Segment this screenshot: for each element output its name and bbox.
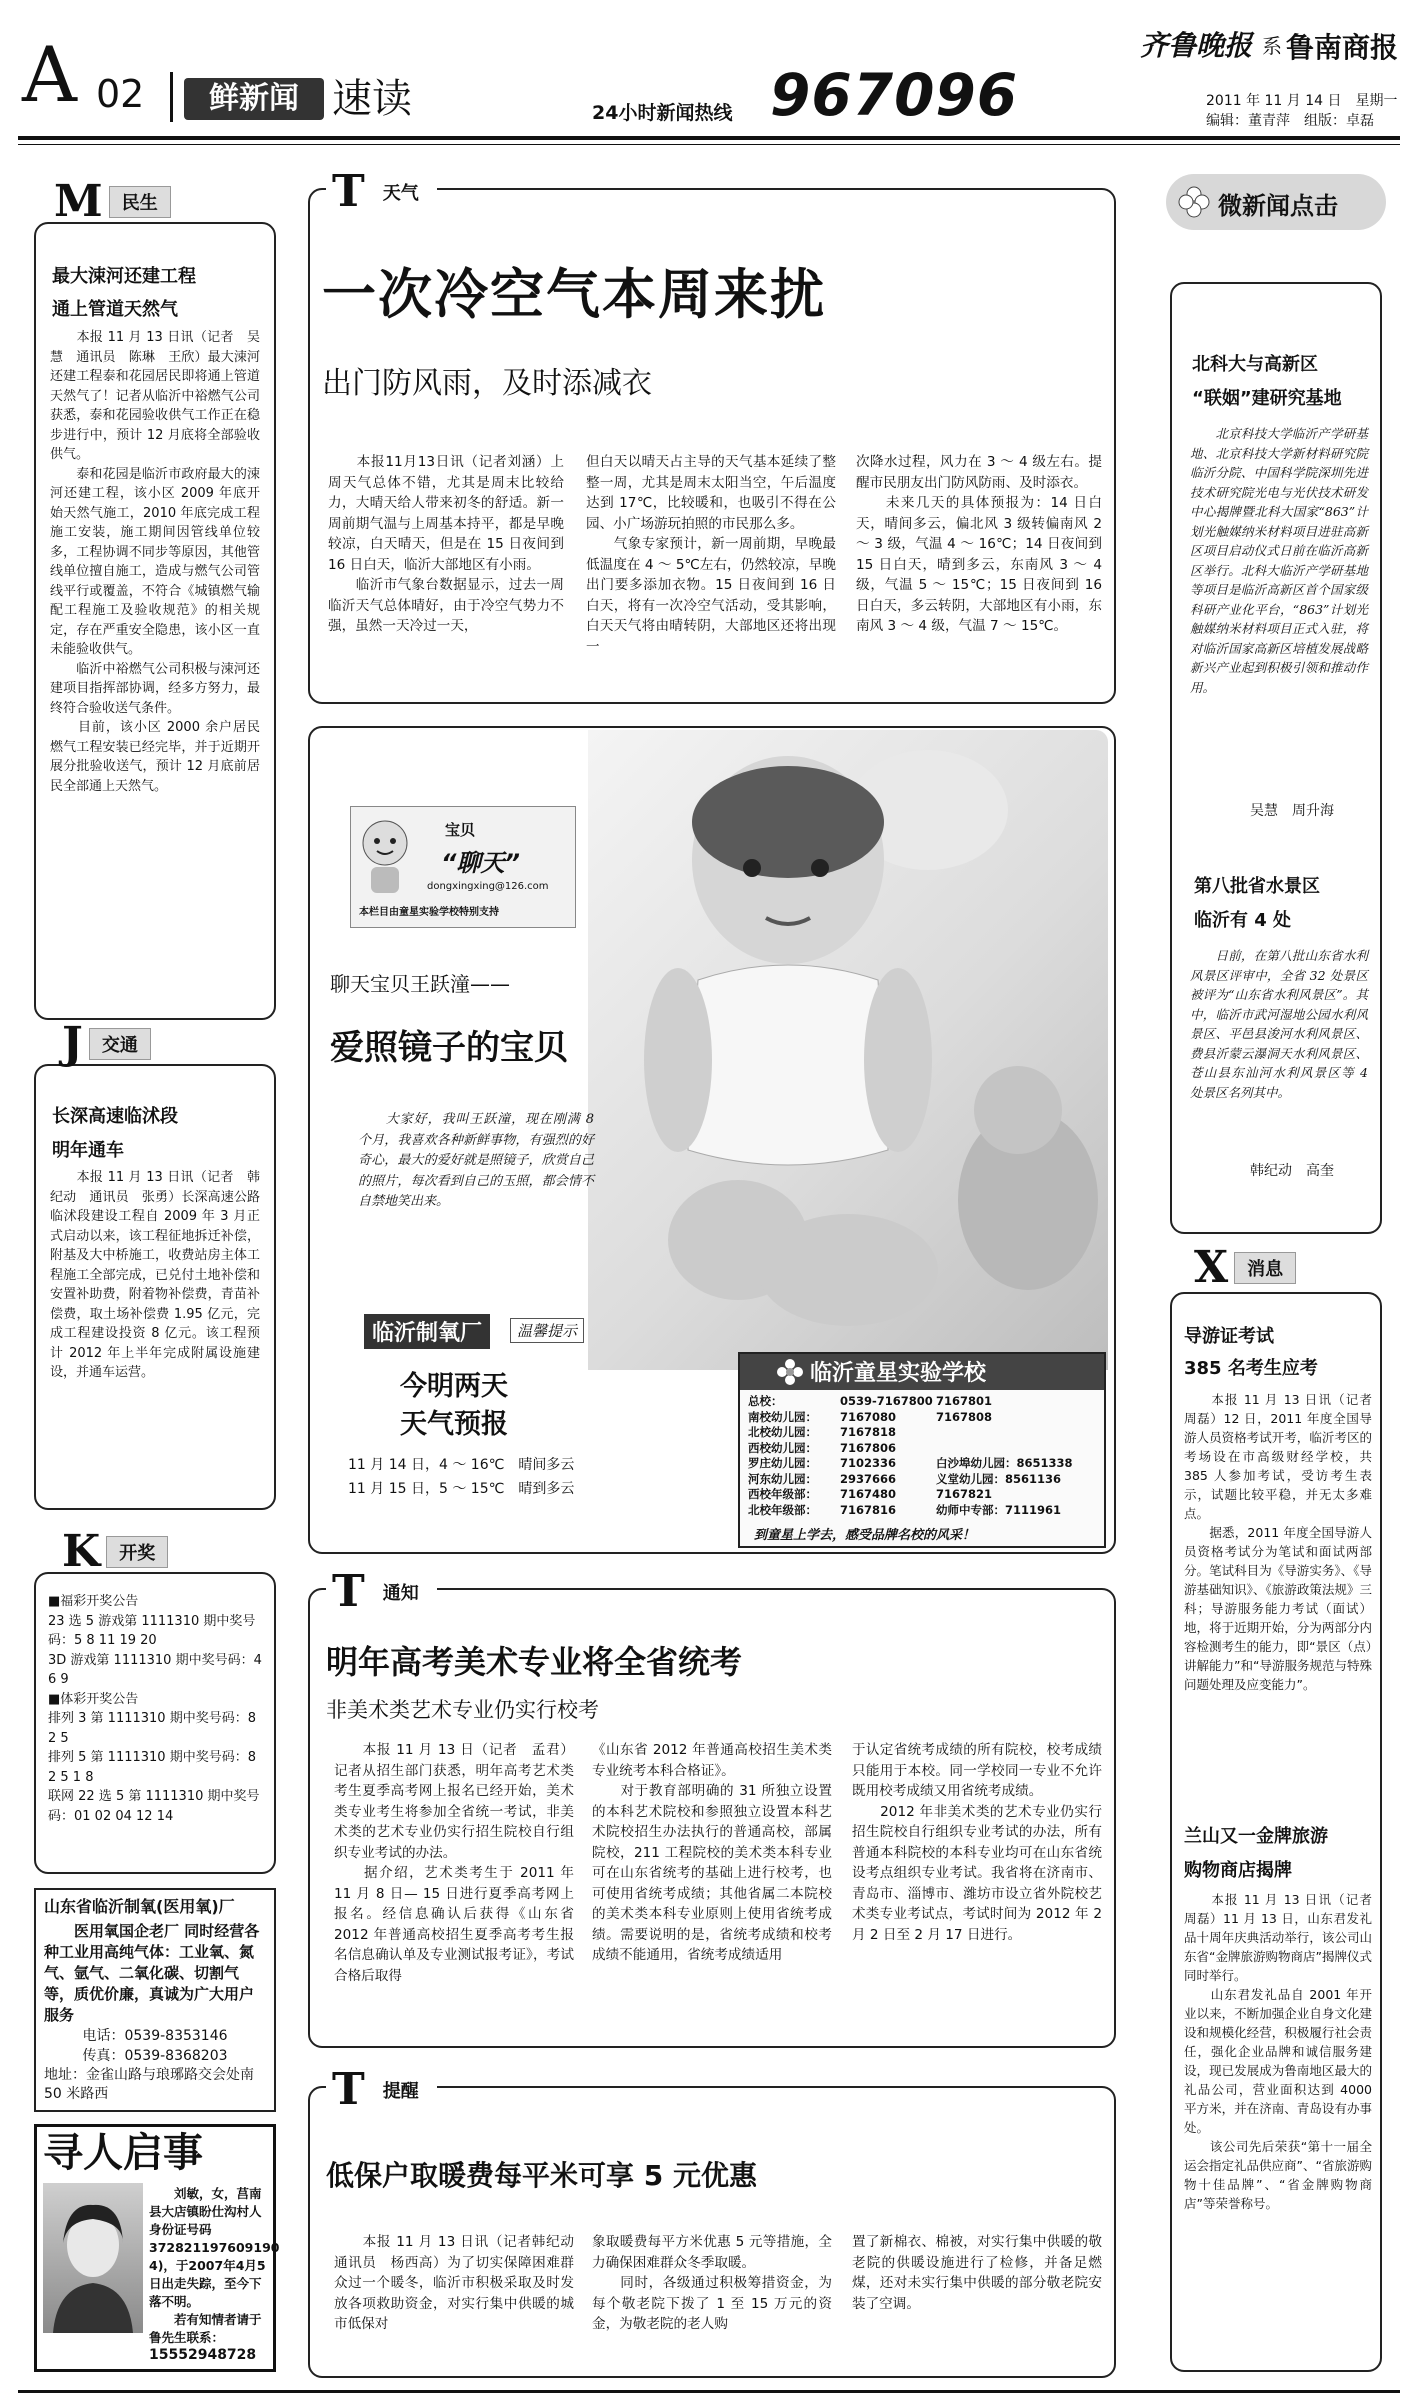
weather-col-2: [586, 452, 836, 657]
baby-photo: [588, 730, 1108, 1370]
ad-oxygen-body: 医用氧国企老厂 同时经营各种工业用高纯气体：工业氧、氮气、氩气、二氧化碳、切割气等，质优价廉，真诚为广大用户服务: [44, 1922, 260, 2024]
xiaoxi-n1-text: 本报 11 月 13 日讯（记者 周磊）12 日，2011 年度全国导游人员资格考试开考，临沂考区的考场设在市高级财经学校，共 385 人参加考试，受访考生表示，试题比较平稳，并无太多难点。 据悉，2011 年度全国导游人员资格考试分为笔试和面试两部分。笔试科目为《导游实务》、《导游基础知识》、《旅游政策法规》三科；导游服务能力考试（面试）地，将于近期开始，分为两部分内容检测考生的能力，即“景区（点）讲解能力”和“导游服务规范与特殊问题处理及应变能力”。: [1184, 1392, 1372, 1692]
notice-letter: T: [332, 1566, 365, 1617]
reminder-text-3: 置了新棉衣、棉被，对实行集中供暖的敬老院的供暖设施进行了检修，并备足燃煤，还对未实行集中供暖的部分敬老院安装了空调。: [852, 2234, 1102, 2312]
baby-title: 爱照镜子的宝贝: [330, 1028, 568, 1068]
brand-qilu: 齐鲁晚报: [1140, 29, 1253, 62]
reminder-headline: 低保户取暖费每平米可享 5 元优惠: [326, 2159, 757, 2192]
xiaoxi-tag: [1194, 1242, 1296, 1293]
masthead-rule: [18, 136, 1400, 140]
school-contact-cell: 北校年级部：: [748, 1502, 817, 1517]
editor-line: 编辑：董青萍 组版：卓磊: [1206, 113, 1374, 129]
weibo-n1-byline: 吴慧 周升海: [1250, 803, 1334, 819]
brand-lunan: 鲁南商报: [1286, 31, 1399, 64]
school-contact-cell: 7167480: [840, 1487, 897, 1501]
xiaoxi-n1-body: [1184, 1390, 1372, 1694]
notice-subhead: 非美术类艺术专业仍实行校考: [326, 1698, 599, 1722]
minsheng-title-2: 通上管道天然气: [52, 299, 178, 320]
school-contact-cell: [936, 1425, 1100, 1441]
jiaotong-body: [50, 1168, 260, 1383]
jiaotong-letter: J: [62, 1018, 83, 1069]
xiaoxi-n2-text: 本报 11 月 13 日讯（记者 周磊）11 月 13 日，山东君发礼品十周年庆典活动举行，该公司山东省“金牌旅游购物商店”揭牌仪式同时举行。 山东君发礼品自 2001 年开业以来，不断加强企业自身文化建设和规模化经营，积极履行社会责任，强化企业品牌和诚信服务建设，现已发展成为鲁南地区最大的礼品公司，营业面积达到 4000 平方米，并在济南、青岛设有办事处。 该公司先后荣获“第十一届全运会指定礼品供应商”、“省旅游购物十佳品牌”、“省金牌购物商店”等荣誉称号。: [1184, 1892, 1372, 2211]
portrait-photo: [43, 2183, 143, 2333]
sponsor-name: 临沂制氧厂: [364, 1314, 490, 1349]
xiaoxi-n2-title-1: 兰山又一金牌旅游: [1184, 1826, 1328, 1847]
school-slogan: 到童星上学去，感受品牌名校的风采！: [754, 1528, 976, 1543]
notice-col-1: [334, 1740, 574, 1986]
school-contact-cell: 7167080: [840, 1409, 897, 1424]
weather-col-3: [856, 452, 1102, 637]
forecast-row-2: 11 月 15 日，5 ～ 15℃ 晴到多云: [348, 1481, 575, 1497]
school-contact-cell: 0539-7167800: [840, 1394, 933, 1408]
school-contact-cell: 罗庄幼儿园：: [748, 1456, 817, 1470]
reminder-text-1: 本报 11 月 13 日讯（记者韩纪动 通讯员 杨西高）为了切实保障困难群众过一个暖冬，临沂市积极采取及时发放各项救助资金，对实行集中供暖的城市低保对: [334, 2234, 588, 2332]
school-contact-row: [748, 1410, 1100, 1426]
school-contact-cell: 西校年级部：: [748, 1487, 817, 1501]
weibo-n2-title-2: 临沂有 4 处: [1194, 910, 1292, 931]
xiaoxi-n2-body: [1184, 1890, 1372, 2213]
ad-oxygen-fax: 传真：0539-8368203: [82, 2048, 228, 2064]
section-badge: 鲜新闻: [184, 78, 324, 120]
jiaotong-title-1: 长深高速临沭段: [52, 1106, 178, 1127]
brand-sep: 系: [1262, 34, 1282, 58]
school-contact-cell: 7102336: [840, 1456, 897, 1470]
minsheng-title-1: 最大涑河还建工程: [52, 266, 196, 287]
weather-forecast-box: [344, 1300, 600, 1510]
weather-col-1: [328, 452, 564, 637]
forecast-title-2: 天气预报: [400, 1409, 508, 1440]
school-contact-cell: 西校幼儿园：: [748, 1440, 817, 1455]
weibo-n2-text: 日前，在第八批山东省水利风景区评审中，全省 32 处景区被评为“山东省水利风景区”。其中，临沂市武河湿地公园水利风景区、平邑县浚河水利风景区、费县沂蒙云瀑洞天水利风景区、苍山县东汕河水利风景区等 4 处景区名列其中。: [1190, 948, 1368, 1100]
xiaoxi-n1-title-2: 385 名考生应考: [1184, 1358, 1318, 1379]
school-contact-cell: 2937666: [840, 1471, 897, 1486]
notice-text-2: 《山东省 2012 年普通高校招生美术类专业统考本科合格证》。 对于教育部明确的 31 所独立设置的本科艺术院校和参照独立设置本科艺术院校招生办法执行的普通高校，部属院校，211 工程院校的美术类本科专业可在山东省统考的基础上进行校考，也可使用省统考成绩；其他省属二本院校的美术类本科专业原则上使用省统考成绩。需要说明的是，省统考成绩和校考成绩不能通用，省统考成绩适用: [592, 1742, 832, 1963]
school-contact-row: [748, 1441, 1100, 1457]
jiaotong-label: 交通: [89, 1028, 151, 1060]
school-contact-cell: 河东幼儿园：: [748, 1471, 817, 1486]
portrait-icon: [43, 2183, 143, 2333]
baby-logo-note: 本栏目由童星实验学校特别支持: [359, 907, 499, 918]
weibo-header: [1166, 174, 1386, 230]
school-contact-cell: 7167808: [936, 1409, 993, 1424]
notice-tag: [326, 1566, 437, 1617]
masthead-divider: [170, 72, 173, 122]
notice-text-1: 本报 11 月 13 日（记者 孟君）记者从招生部门获悉，明年高考艺术类考生夏季高考网上报名已经开始，美术类专业考生将参加全省统一考试，非美术类的艺术专业仍实行招生院校自行组织专业考试的办法。 据介绍，艺术类考生于 2011 年 11 月 8 日— 15 日进行夏季高考网上报名。经信息确认后获得《山东省 2012 年普通高校招生夏季高考考生报名信息确认单及专业测试报考证》，考试合格后取得: [334, 1742, 574, 1984]
school-contact-cell: 幼师中专部：7111961: [936, 1502, 1062, 1517]
date-line: 2011 年 11 月 14 日 星期一: [1206, 93, 1398, 109]
kaijiang-letter: K: [62, 1526, 101, 1577]
weibo-n1-title-2: “联姻”建研究基地: [1192, 388, 1342, 409]
school-contact-row: [748, 1394, 1100, 1410]
school-contact-cell: 7167816: [840, 1502, 897, 1517]
notice-headline: 明年高考美术专业将全省统考: [326, 1643, 743, 1681]
weather-text-1: 本报11月13日讯（记者刘涵）上周天气总体不错，尤其是周末比较给力，大晴天给人带来初冬的舒适。新一周前期气温与上周基本持平，都是早晚较凉，白天晴天，但是在 15 日夜间到 16 日白天，临沂大部地区有小雨。 临沂市气象台数据显示，过去一周临沂天气总体晴好，由于冷空气势力不强，虽然一天冷过一天，: [328, 454, 564, 634]
school-contact-cell: 7167821: [936, 1487, 993, 1501]
baby-kicker: 聊天宝贝王跃潼——: [330, 972, 510, 996]
flower-icon: [776, 1358, 804, 1386]
kaijiang-text: ■福彩开奖公告 23 选 5 游戏第 1111310 期中奖号码：5 8 11 19 20 3D 游戏第 1111310 期中奖号码：4 6 9 ■体彩开奖公告 排列 3 第 1111310 期中奖号码：8 2 5 排列 5 第 1111310 期中奖号码：8 2 5 1 8 联网 22 选 5 第 1111310 期中奖号码：01 02 04 12 14: [48, 1594, 262, 1824]
hotline-label: 24小时新闻热线: [592, 102, 733, 124]
weibo-n1-title-1: 北科大与高新区: [1192, 354, 1318, 375]
forecast-row-1: 11 月 14 日，4 ～ 16℃ 晴间多云: [348, 1457, 575, 1473]
school-contact-cell: [936, 1441, 1100, 1457]
baby-logo: [350, 806, 576, 928]
kaijiang-body: [48, 1592, 262, 1826]
weather-text-3: 次降水过程，风力在 3 ～ 4 级左右。提醒市民朋友出门防风防雨、及时添衣。 未来几天的具体预报为：14 日白天，晴间多云，偏北风 3 级转偏南风 2 ～ 3 级，气温 4 ～ 16℃；14 日夜间到 15 日白天，晴到多云，东南风 3 ～ 4 级，气温 5 ～ 15℃；15 日夜间到 16 日白天，多云转阴，大部地区有小雨，东南风 3 ～ 4 级，气温 7 ～ 15℃。: [856, 454, 1102, 634]
school-ad: [738, 1352, 1106, 1548]
weibo-label: 微新闻点击: [1218, 192, 1338, 220]
school-contact-cell: 义堂幼儿园：8561136: [936, 1471, 1062, 1486]
minsheng-label: 民生: [109, 186, 171, 218]
baby-logo-subtitle: “聊天”: [441, 849, 520, 877]
reminder-text-2: 象取暖费每平方米优惠 5 元等措施，全力确保困难群众冬季取暖。 同时，各级通过积极筹措资金，为每个敬老院下拨了 1 至 15 万元的资金，为敬老院的老人购: [592, 2234, 832, 2332]
missing-phone: 15552948728: [149, 2347, 257, 2363]
kaijiang-tag: [62, 1526, 168, 1577]
ad-oxygen-title: 山东省临沂制氧(医用氧)厂: [44, 1897, 235, 1916]
bottom-rule: [18, 2390, 1400, 2393]
reminder-label: 提醒: [371, 2075, 431, 2105]
forecast-title-1: 今明两天: [400, 1371, 508, 1402]
minsheng-body: [50, 328, 260, 796]
clover-icon: [1178, 186, 1210, 218]
sponsor-tag: 温馨提示: [510, 1318, 584, 1343]
notice-text-3: 于认定省统考成绩的所有院校，校考成绩只能用于本校。同一学校同一专业不允许既用校考成绩又用省统考成绩。 2012 年非美术类的艺术专业仍实行招生院校自行组织专业考试的办法，所有普通本科院校的本科专业均可在山东省统设考点组织专业考试。我省将在济南市、青岛市、淄博市、潍坊市设立省外院校艺术类专业考试点，考试时间为 2012 年 2 月 2 日至 2 月 17 日进行。: [852, 1742, 1102, 1943]
jiaotong-tag: [62, 1018, 151, 1069]
kaijiang-label: 开奖: [106, 1536, 168, 1568]
weather-subhead: 出门防风雨，及时添减衣: [322, 366, 652, 401]
minsheng-text: 本报 11 月 13 日讯（记者 吴慧 通讯员 陈琳 王欣）最大涑河还建工程泰和花园居民即将通上管道天然气了！记者从临沂中裕燃气公司获悉，泰和花园验收供气工作正在稳步进行中，预计 12 月底将全部验收供气。 泰和花园是临沂市政府最大的涑河还建工程，该小区 2009 年底开始天然气施工，2010 年底完成工程施工安装，施工期间因管线单位较多，工程协调不同步等原因，其他管线单位擅自施工，造成与燃气公司管线平行或覆盖，不符合《城镇燃气输配工程施工及验收规范》的相关规定，存在严重安全隐患，该小区一直未能验收供气。 临沂中裕燃气公司积极与涑河还建项目指挥部协调，经多方努力，最终符合验收送气条件。 目前，该小区 2000 余户居民燃气工程安装已经完毕，并于近期开展分批验收送气，预计 12 月底前居民全部通上天然气。: [50, 330, 260, 794]
notice-col-2: [592, 1740, 832, 1966]
school-contact-row: [748, 1503, 1100, 1519]
baby-figure-icon: [588, 730, 1108, 1370]
school-contact-cell: 南校幼儿园：: [748, 1409, 817, 1424]
hotline-number: 967096: [770, 61, 1019, 129]
weather-label: 天气: [371, 177, 431, 207]
school-contact-cell: 白沙埠幼儿园：8651338: [936, 1456, 1073, 1470]
xiaoxi-label: 消息: [1234, 1252, 1296, 1284]
minsheng-tag: [54, 176, 171, 227]
ad-oxygen: [34, 1888, 276, 2112]
baby-logo-title: 宝贝: [445, 821, 476, 839]
school-contact-row: [748, 1456, 1100, 1472]
missing-person-ad: [34, 2124, 280, 2372]
weibo-n2-title-1: 第八批省水景区: [1194, 876, 1320, 897]
xiaoxi-n2-title-2: 购物商店揭牌: [1184, 1860, 1292, 1881]
reminder-letter: T: [332, 2064, 365, 2115]
xiaoxi-letter: X: [1194, 1242, 1229, 1293]
weibo-n1-text: 北京科技大学临沂产学研基地、北京科技大学新材料研究院临沂分院、中国科学院深圳先进技术研究院光电与光伏技术研发中心揭牌暨北科大国家“863”计划光触媒纳米材料项目进驻高新区项目启动仪式日前在临沂高新区举行。北科大临沂产学研基地等项目是临沂高新区首个国家级科研产业化平台，“863”计划光触媒纳米材料项目正式入驻，将对临沂国家高新区培植发展战略新兴产业起到积极引领和推动作用。: [1190, 426, 1368, 695]
ad-oxygen-address: 地址：金雀山路与琅琊路交会处南 50 米路西: [44, 2067, 254, 2102]
weather-tag: [326, 166, 437, 217]
subsection: 速读: [332, 76, 412, 122]
minsheng-letter: M: [54, 176, 103, 227]
school-title: 临沂童星实验学校: [810, 1361, 987, 1386]
weather-letter: T: [332, 166, 365, 217]
school-contact-row: [748, 1472, 1100, 1488]
school-contact-cell: 7167818: [840, 1425, 897, 1439]
baby-body: [358, 1110, 594, 1213]
notice-label: 通知: [371, 1577, 431, 1607]
weibo-n2-body: [1190, 946, 1368, 1102]
reminder-col-1: [334, 2232, 588, 2335]
school-contact-cell: 7167801: [936, 1394, 993, 1408]
weibo-n1-body: [1190, 424, 1368, 697]
page-number: 02: [96, 72, 145, 116]
baby-text: 大家好，我叫王跃潼，现在刚满 8 个月，我喜欢各种新鲜事物，有强烈的好奇心，最大的爱好就是照镜子，欣赏自己的照片，每次看到自己的玉照，都会情不自禁地笑出来。: [358, 1112, 594, 1209]
missing-title: 寻人启事: [43, 2130, 203, 2176]
reminder-col-2: [592, 2232, 832, 2335]
notice-col-3: [852, 1740, 1102, 1945]
masthead: [0, 0, 1417, 140]
weather-headline: 一次冷空气本周来扰: [322, 263, 826, 326]
ad-oxygen-phone: 电话：0539-8353146: [82, 2028, 228, 2044]
school-contact-row: [748, 1425, 1100, 1441]
jiaotong-title-2: 明年通车: [52, 1140, 124, 1161]
missing-body: 刘敏，女，莒南县大店镇盼仕沟村人身份证号码 372821197609190 4)，于2007年4月5日出走失踪，至今下落不明。 若有知情者请于鲁先生联系：: [149, 2186, 280, 2345]
school-contact-cell: 总校：: [748, 1394, 783, 1408]
school-contact-cell: 7167806: [840, 1440, 897, 1455]
reminder-col-3: [852, 2232, 1102, 2314]
baby-logo-email: dongxingxing@126.com: [427, 881, 549, 892]
xiaoxi-n1-title-1: 导游证考试: [1184, 1326, 1274, 1347]
jiaotong-text: 本报 11 月 13 日讯（记者 韩纪动 通讯员 张勇）长深高速公路临沭段建设工程自 2009 年 3 月正式启动以来，该工程征地拆迁补偿，附基及大中桥施工，收费站房主体工程施工全部完成，已兑付土地补偿和安置补助费，附着物补偿费，青苗补偿费，取土场补偿费 1.95 亿元，完成工程建设投资 8 亿元。该工程预计 2012 年上半年完成附属设施建设，并通车运营。: [50, 1170, 260, 1380]
masthead-rule-thin: [18, 144, 1400, 145]
weather-text-2: 但白天以晴天占主导的天气基本延续了整整一周，尤其是周末太阳当空，午后温度达到 17℃，比较暖和，也吸引不得在公园、小广场游玩拍照的市民那么多。 气象专家预计，新一周前期，早晚最低温度在 4 ～ 5℃左右，仍然较凉，早晚出门要多添加衣物。15 日夜间到 16 日白天，将有一次冷空气活动，受其影响，白天天气将由晴转阴，大部地区还将出现一: [586, 454, 836, 655]
mascot-icon: [357, 817, 413, 897]
school-contacts: [748, 1394, 1100, 1518]
weibo-n2-byline: 韩纪动 高奎: [1250, 1163, 1334, 1179]
reminder-tag: [326, 2064, 437, 2115]
page-letter: A: [22, 30, 77, 119]
school-contact-row: [748, 1487, 1100, 1503]
school-contact-cell: 北校幼儿园：: [748, 1425, 817, 1439]
